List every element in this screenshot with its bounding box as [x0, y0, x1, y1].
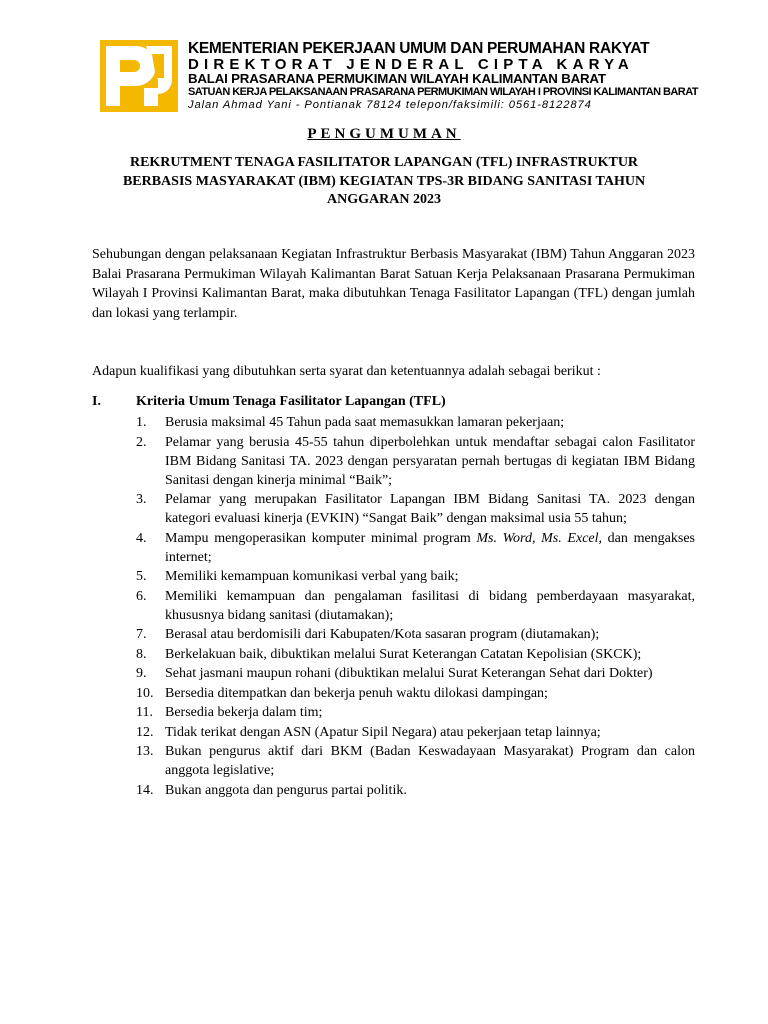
- letterhead-address: Jalan Ahmad Yani - Pontianak 78124 telepon/faksimili: 0561-8122874: [188, 99, 592, 111]
- document-title: PENGUMUMAN: [307, 126, 461, 142]
- item-number: 12.: [136, 724, 154, 740]
- list-item: [92, 567, 695, 586]
- item-text: Tidak terikat dengan ASN (Apatur Sipil Negara) atau pekerjaan tetap lainnya;: [165, 724, 601, 740]
- list-item: [92, 625, 695, 644]
- item-text-part: Mampu mengoperasikan komputer minimal program: [165, 530, 477, 546]
- item-number: 9.: [136, 666, 147, 681]
- item-number: 5.: [136, 569, 147, 584]
- item-number: 2.: [136, 434, 147, 450]
- list-item: [92, 529, 695, 567]
- item-text: Pelamar yang merupakan Fasilitator Lapangan IBM Bidang Sanitasi TA. 2023 dengan kategori evaluasi kinerja (EVKIN) “Sangat Baik” dengan maksimal usia 55 tahun;: [165, 492, 695, 526]
- item-text: Pelamar yang berusia 45-55 tahun diperbolehkan untuk mendaftar sebagai calon Fasilitator IBM Bidang Sanitasi TA. 2023 dengan persyaratan pernah bertugas di kegiatan IBM Bidang Sanitasi dengan kinerja minimal “Baik”;: [165, 434, 695, 488]
- list-item: [92, 433, 695, 490]
- list-item: [92, 490, 695, 528]
- criteria-section: [92, 392, 695, 800]
- item-number: 4.: [136, 530, 147, 546]
- item-number: 10.: [136, 685, 154, 701]
- section-title: Kriteria Umum Tenaga Fasilitator Lapangan (TFL): [136, 394, 446, 409]
- list-item: [92, 645, 695, 664]
- letterhead-directorate: DIREKTORAT JENDERAL CIPTA KARYA: [188, 56, 634, 73]
- document-subtitle: REKRUTMENT TENAGA FASILITATOR LAPANGAN (TFL) INFRASTRUKTUR BERBASIS MASYARAKAT (IBM) KEGIATAN TPS-3R BIDANG SANITASI TAHUN ANGGARAN 2023: [122, 155, 646, 207]
- item-text: Bersedia bekerja dalam tim;: [165, 705, 323, 720]
- item-number: 14.: [136, 782, 154, 798]
- letterhead-balai: BALAI PRASARANA PERMUKIMAN WILAYAH KALIMANTAN BARAT: [188, 71, 606, 86]
- item-text: Bukan anggota dan pengurus partai politik.: [165, 782, 407, 798]
- list-item: [92, 664, 695, 683]
- item-text-italic: Ms. Word, Ms. Excel,: [476, 530, 603, 546]
- item-number: 8.: [136, 646, 147, 662]
- item-text: Memiliki kemampuan dan pengalaman fasilitasi di bidang pemberdayaan masyarakat, khususnya bidang sanitasi (diutamakan);: [165, 588, 695, 623]
- letterhead: [100, 40, 696, 112]
- item-number: 7.: [136, 627, 147, 642]
- list-item: [92, 723, 695, 742]
- letterhead-ministry: KEMENTERIAN PEKERJAAN UMUM DAN PERUMAHAN RAKYAT: [188, 40, 650, 57]
- item-number: 3.: [136, 492, 147, 507]
- list-item: [92, 703, 695, 722]
- letterhead-satker: SATUAN KERJA PELAKSANAAN PRASARANA PERMUKIMAN WILAYAH I PROVINSI KALIMANTAN BARAT: [188, 86, 698, 98]
- item-text: Bukan pengurus aktif dari BKM (Badan Keswadayaan Masyarakat) Program dan calon anggota legislative;: [165, 744, 695, 778]
- section-heading: [92, 392, 695, 411]
- item-number: 11.: [136, 705, 153, 720]
- item-number: 1.: [136, 415, 147, 430]
- intro-paragraph: Sehubungan dengan pelaksanaan Kegiatan Infrastruktur Berbasis Masyarakat (IBM) Tahun Anggaran 2023 Balai Prasarana Permukiman Wilayah Kalimantan Barat Satuan Kerja Pelaksanaan Prasarana Permukiman Wilayah I Provinsi Kalimantan Barat, maka dibutuhkan Tenaga Fasilitator Lapangan (TFL) dengan jumlah dan lokasi yang terlampir.: [92, 247, 695, 321]
- item-text: Berusia maksimal 45 Tahun pada saat memasukkan lamaran pekerjaan;: [165, 415, 565, 430]
- item-text: Memiliki kemampuan komunikasi verbal yang baik;: [165, 569, 459, 584]
- item-text: Sehat jasmani maupun rohani (dibuktikan melalui Surat Keterangan Sehat dari Dokter): [165, 666, 653, 681]
- list-item: [92, 742, 695, 780]
- item-number: 6.: [136, 588, 147, 604]
- item-number: 13.: [136, 744, 154, 759]
- criteria-list: [92, 413, 695, 800]
- item-text: Berkelakuan baik, dibuktikan melalui Surat Keterangan Catatan Kepolisian (SKCK);: [165, 646, 642, 662]
- list-item: [92, 587, 695, 625]
- item-text-part: dan mengakses internet;: [165, 530, 695, 565]
- list-item: [92, 684, 695, 703]
- section-number: I.: [92, 394, 101, 409]
- item-text: Berasal atau berdomisili dari Kabupaten/Kota sasaran program (diutamakan);: [165, 627, 600, 642]
- list-item: [92, 781, 695, 800]
- item-text: Bersedia ditempatkan dan bekerja penuh waktu dilokasi dampingan;: [165, 685, 548, 701]
- item-text: [165, 531, 695, 565]
- qualification-intro: Adapun kualifikasi yang dibutuhkan serta syarat dan ketentuannya adalah sebagai berikut :: [92, 364, 601, 379]
- list-item: [92, 413, 695, 432]
- pupr-logo: [100, 40, 178, 112]
